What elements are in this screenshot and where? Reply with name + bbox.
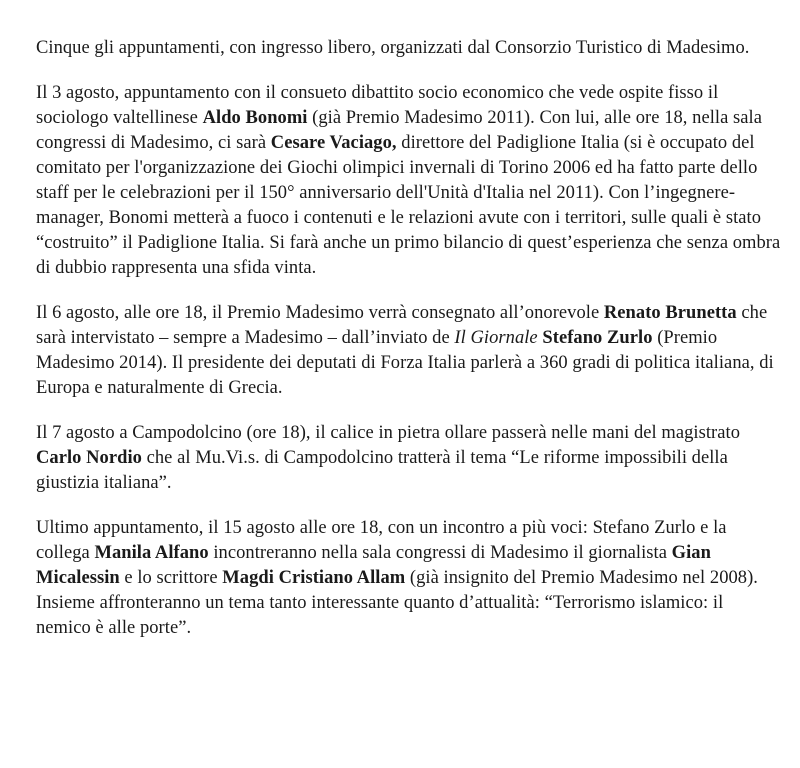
text-segment: (Premio Madesimo 2014). Il presidente dei deputati di Forza Italia parlerà a 360 gradi di politica italiana, di Europa e naturalmente di Grecia.: [36, 328, 774, 398]
paragraph-intro: [36, 36, 781, 61]
name-carlo-nordio: Carlo Nordio: [36, 448, 142, 468]
paragraph-3-agosto: [36, 81, 781, 281]
publication-il-giornale: Il Giornale: [454, 328, 538, 348]
text-segment: Ultimo appuntamento, il 15 agosto alle ore 18, con un incontro a più voci: Stefano Zurlo e la collega: [36, 518, 727, 563]
text-segment: Cinque gli appuntamenti, con ingresso libero, organizzati dal Consorzio Turistico di Madesimo.: [36, 38, 750, 58]
paragraph-7-agosto: [36, 421, 781, 496]
text-segment: direttore del Padiglione Italia (si è occupato del comitato per l'organizzazione dei Giochi olimpici invernali di Torino 2006 ed ha fatto parte dello staff per le celebrazioni per il 150° anniversario dell'Unità d'Italia nel 2011). Con l’ingegnere-manager, Bonomi metterà a fuoco i contenuti e le relazioni avute con i territori, sulle quali è stato “costruito” il Padiglione Italia. Si farà anche un primo bilancio di quest’esperienza che senza ombra di dubbio rappresenta una sfida vinta.: [36, 133, 781, 278]
paragraph-6-agosto: [36, 301, 781, 401]
text-segment: Il 6 agosto, alle ore 18, il Premio Madesimo verrà consegnato all’onorevole: [36, 303, 604, 323]
paragraph-15-agosto: [36, 516, 781, 641]
text-segment: (già Premio Madesimo 2011). Con lui, alle ore 18, nella sala congressi di Madesimo, ci sarà: [36, 108, 762, 153]
text-segment: incontreranno nella sala congressi di Madesimo il giornalista: [208, 543, 672, 563]
name-magdi-cristiano-allam: Magdi Cristiano Allam: [222, 568, 406, 588]
text-segment: (già insignito del Premio Madesimo nel 2008). Insieme affronteranno un tema tanto interessante quanto d’attualità: “Terrorismo islamico: il nemico è alle porte”.: [36, 568, 758, 638]
name-gian-micalessin: Gian Micalessin: [36, 543, 711, 588]
text-segment: Il 7 agosto a Campodolcino (ore 18), il calice in pietra ollare passerà nelle mani del magistrato: [36, 423, 741, 443]
text-segment: e lo scrittore: [119, 568, 223, 588]
name-stefano-zurlo: Stefano Zurlo: [542, 328, 653, 348]
text-segment: Il 3 agosto, appuntamento con il consueto dibattito socio economico che vede ospite fisso il sociologo valtellinese: [36, 83, 719, 128]
name-manila-alfano: Manila Alfano: [94, 543, 209, 563]
text-segment: che sarà intervistato – sempre a Madesimo – dall’inviato de: [36, 303, 768, 348]
name-aldo-bonomi: Aldo Bonomi: [202, 108, 308, 128]
text-segment: che al Mu.Vi.s. di Campodolcino tratterà il tema “Le riforme impossibili della giustizia italiana”.: [36, 448, 728, 493]
document-body: [36, 36, 781, 661]
name-renato-brunetta: Renato Brunetta: [603, 303, 737, 323]
name-cesare-vaciago: Cesare Vaciago,: [270, 133, 397, 153]
